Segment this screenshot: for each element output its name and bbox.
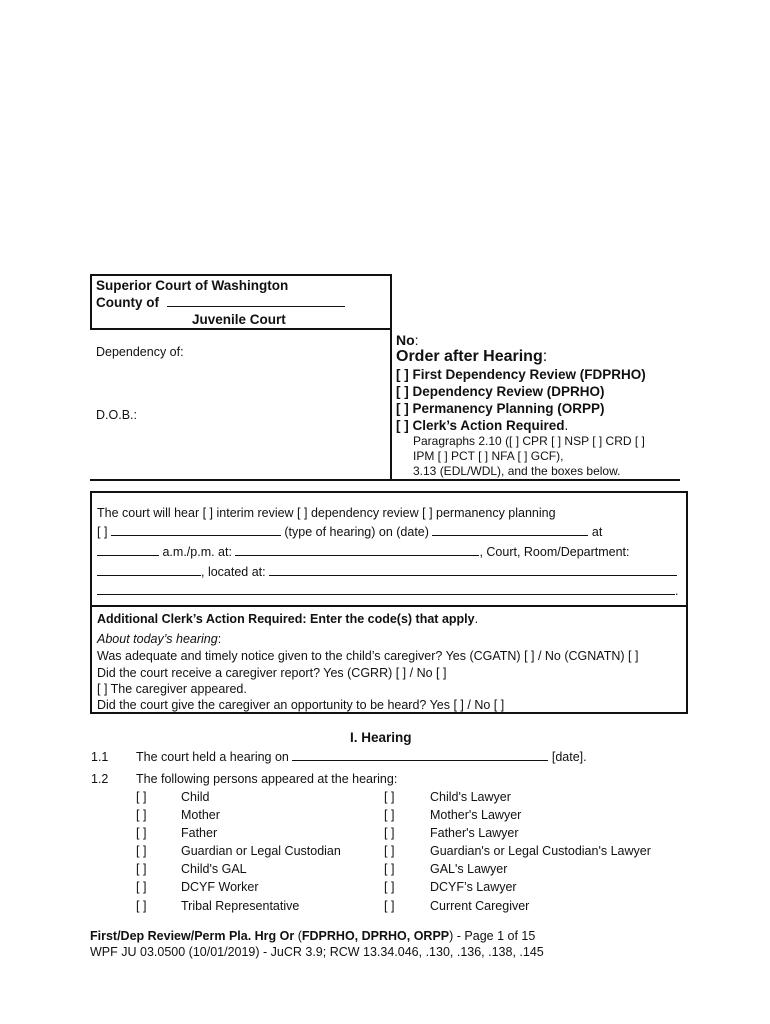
option-orpp[interactable]: [ ] Permanency Planning (ORPP) [396, 401, 605, 416]
person-checkbox[interactable]: [ ] [136, 844, 147, 858]
paragraph-codes-line-2: IPM [ ] PCT [ ] NFA [ ] GCF), [413, 449, 564, 463]
caregiver-appeared-option[interactable]: [ ] The caregiver appeared. [97, 682, 247, 696]
person-label: Guardian's or Legal Custodian's Lawyer [430, 844, 651, 858]
hearing-location-field[interactable] [269, 565, 677, 576]
option-clerks-action[interactable]: [ ] Clerk’s Action Required. [396, 418, 569, 433]
hearing-room-field[interactable] [97, 565, 201, 576]
person-label: Mother's Lawyer [430, 808, 522, 822]
person-label: DCYF’s Lawyer [430, 880, 517, 894]
about-hearing-label: About today’s hearing: [97, 632, 222, 646]
hearing-line-4: , located at: [97, 565, 677, 579]
caregiver-notice-question[interactable]: Was adequate and timely notice given to the child’s caregiver? Yes (CGATN) [ ] / No (CGNATN) [ ] [97, 649, 639, 663]
section-title-hearing: I. Hearing [350, 730, 412, 745]
hearing-box-divider [90, 605, 688, 607]
paragraph-1-1-number: 1.1 [91, 750, 109, 764]
hearing-held-date-field[interactable] [292, 750, 548, 761]
person-checkbox[interactable]: [ ] [136, 808, 147, 822]
paragraph-1-1-text: The court held a hearing on [date]. [136, 750, 587, 764]
person-label: GAL's Lawyer [430, 862, 508, 876]
dob-label: D.O.B.: [96, 408, 137, 422]
hearing-type-field[interactable] [111, 525, 281, 536]
person-checkbox[interactable]: [ ] [384, 808, 395, 822]
dependency-of-label: Dependency of: [96, 345, 184, 359]
person-checkbox[interactable]: [ ] [384, 790, 395, 804]
court-name: Superior Court of Washington [96, 278, 289, 293]
option-dprho[interactable]: [ ] Dependency Review (DPRHO) [396, 384, 605, 399]
order-title: Order after Hearing: [396, 348, 548, 365]
person-label: Child's GAL [181, 862, 247, 876]
hearing-line-5: . [97, 584, 678, 598]
option-fdprho[interactable]: [ ] First Dependency Review (FDPRHO) [396, 367, 646, 382]
hearing-line-2: [ ] (type of hearing) on (date) at [97, 525, 603, 539]
person-label: Child [181, 790, 210, 804]
paragraph-1-2-number: 1.2 [91, 772, 109, 786]
county-label: County of [96, 295, 345, 310]
person-label: Current Caregiver [430, 899, 530, 913]
person-checkbox[interactable]: [ ] [136, 790, 147, 804]
person-label: Child's Lawyer [430, 790, 511, 804]
person-label: Guardian or Legal Custodian [181, 844, 341, 858]
caption-vertical-rule [390, 328, 392, 480]
person-checkbox[interactable]: [ ] [384, 899, 395, 913]
person-checkbox[interactable]: [ ] [384, 844, 395, 858]
person-label: Mother [181, 808, 220, 822]
paragraph-codes-line-1: Paragraphs 2.10 ([ ] CPR [ ] NSP [ ] CRD [ ] [413, 434, 645, 448]
hearing-time-field[interactable] [97, 545, 159, 556]
person-label: Father [181, 826, 218, 840]
person-checkbox[interactable]: [ ] [384, 826, 395, 840]
person-checkbox[interactable]: [ ] [136, 899, 147, 913]
person-checkbox[interactable]: [ ] [384, 862, 395, 876]
hearing-line-3: a.m./p.m. at: , Court, Room/Department: [97, 545, 630, 559]
person-checkbox[interactable]: [ ] [136, 862, 147, 876]
clerk-action-heading: Additional Clerk’s Action Required: Enter the code(s) that apply. [97, 612, 479, 626]
hearing-line-1: The court will hear [ ] interim review [ ] dependency review [ ] permanency planning [97, 506, 556, 520]
person-label: Tribal Representative [181, 899, 300, 913]
person-checkbox[interactable]: [ ] [136, 826, 147, 840]
hearing-court-field[interactable] [235, 545, 479, 556]
paragraph-1-2-text: The following persons appeared at the hearing: [136, 772, 398, 786]
caregiver-heard-question[interactable]: Did the court give the caregiver an opportunity to be heard? Yes [ ] / No [ ] [97, 698, 505, 712]
person-checkbox[interactable]: [ ] [384, 880, 395, 894]
person-label: Father's Lawyer [430, 826, 519, 840]
caption-bottom-rule [90, 479, 680, 481]
paragraph-codes-line-3: 3.13 (EDL/WDL), and the boxes below. [413, 464, 621, 478]
case-number-label: No: [396, 332, 419, 348]
county-field[interactable] [167, 296, 345, 307]
juvenile-court-label: Juvenile Court [192, 312, 286, 327]
caregiver-report-question[interactable]: Did the court receive a caregiver report? Yes (CGRR) [ ] / No [ ] [97, 666, 447, 680]
person-checkbox[interactable]: [ ] [136, 880, 147, 894]
footer-form-title: First/Dep Review/Perm Pla. Hrg Or (FDPRHO, DPRHO, ORPP) - Page 1 of 15 [90, 929, 536, 943]
hearing-location-field-2[interactable] [97, 584, 675, 595]
hearing-date-field[interactable] [432, 525, 588, 536]
footer-form-reference: WPF JU 03.0500 (10/01/2019) - JuCR 3.9; RCW 13.34.046, .130, .136, .138, .145 [90, 945, 544, 959]
person-label: DCYF Worker [181, 880, 259, 894]
